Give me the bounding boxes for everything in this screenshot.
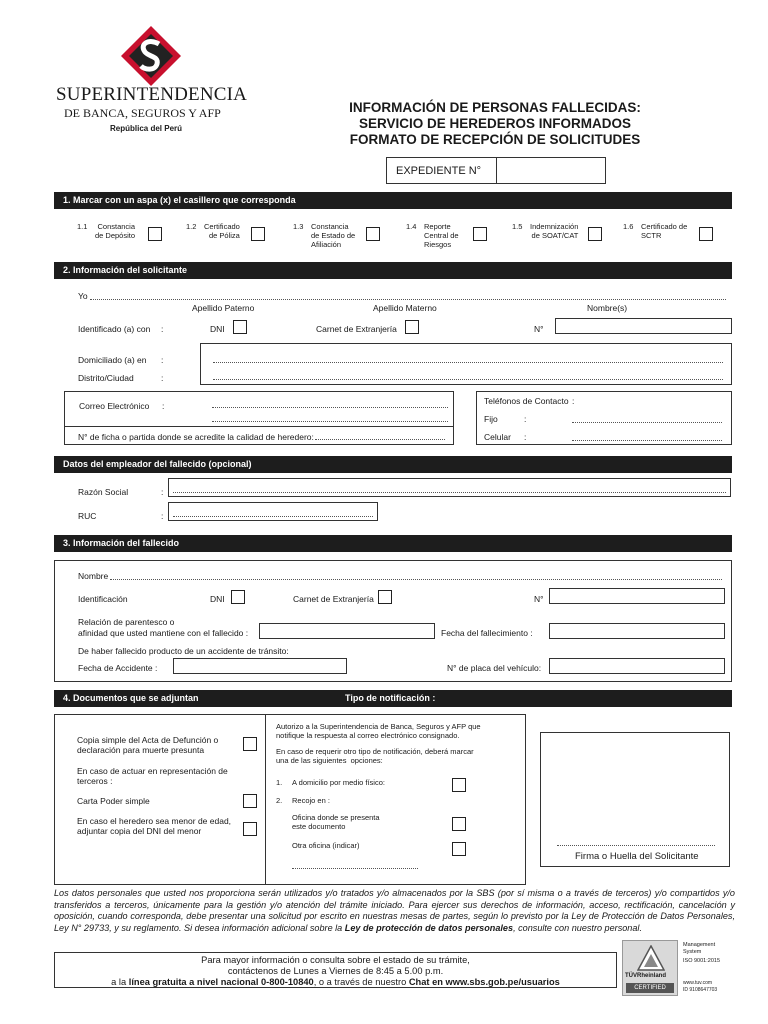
option-2-label: Certificado de Póliza [204, 222, 240, 240]
firma-line [557, 845, 715, 846]
option-1-label: Constancia de Depósito [95, 222, 136, 240]
tuv-badge [622, 940, 678, 996]
tuv-mgmt: Management System [683, 942, 716, 955]
ruc-input[interactable] [168, 502, 378, 521]
privacy-disclaimer [54, 888, 735, 934]
option-2-checkbox[interactable] [251, 227, 265, 241]
opt1-num: 1. [276, 778, 283, 787]
fallecido-numero-input[interactable] [549, 588, 725, 604]
contact-line-2: contáctenos de Lunes a Viernes de 8:45 a 5.00 p.m. [227, 966, 444, 976]
apellido-paterno-label: Apellido Paterno [192, 303, 255, 313]
tuv-url: www.tuv.com [683, 980, 713, 986]
domicilio-fisico-checkbox[interactable] [452, 778, 466, 792]
ruc-dots [173, 516, 373, 517]
dni-label: DNI [210, 324, 225, 334]
title-line-1: INFORMACIÓN DE PERSONAS FALLECIDAS: [349, 100, 641, 115]
domicilio-box [200, 343, 732, 385]
placa-input[interactable] [549, 658, 725, 674]
opt2-label: Recojo en : [292, 796, 330, 805]
option-1-checkbox[interactable] [148, 227, 162, 241]
colon: : [161, 355, 164, 365]
doc-4-label: En caso el heredero sea menor de edad, adjuntar copia del DNI del menor [77, 816, 232, 837]
doc-3-label: Carta Poder simple [77, 796, 150, 806]
fallecido-dni-checkbox[interactable] [231, 590, 245, 604]
title-line-3: FORMATO DE RECEPCIÓN DE SOLICITUDES [349, 132, 641, 147]
notif-title: Tipo de notificación : [345, 693, 436, 703]
fallecido-nombre-input[interactable] [110, 579, 722, 580]
logo-country: República del Perú [110, 124, 183, 133]
dni-label: DNI [210, 594, 225, 604]
colon: : [162, 401, 165, 411]
otra-oficina-input[interactable] [292, 868, 418, 869]
opt1-label: A domicilio por medio físico: [292, 778, 385, 787]
placa-label: N° de placa del vehículo: [447, 663, 542, 673]
telefonos-box [476, 391, 732, 445]
colon: : [524, 432, 527, 442]
option-4-checkbox[interactable] [473, 227, 487, 241]
tuv-certified-label: CERTIFIED [626, 983, 674, 993]
doc-1-label: Copia simple del Acta de Defunción o declaración para muerte presunta [77, 735, 219, 756]
firma-box[interactable] [540, 732, 730, 867]
doc-2-label: En caso de actuar en representación de terceros : [77, 766, 228, 787]
option-2-number: 1.2 [186, 222, 197, 231]
razon-dots [173, 492, 726, 493]
option-5-checkbox[interactable] [588, 227, 602, 241]
oficina-presenta-checkbox[interactable] [452, 817, 466, 831]
logo-name: SUPERINTENDENCIA [56, 84, 248, 105]
option-3-checkbox[interactable] [366, 227, 380, 241]
numero-label: N° [534, 594, 544, 604]
fecha-fallecimiento-input[interactable] [549, 623, 725, 639]
contact-left-box [64, 391, 454, 445]
colon: : [572, 396, 575, 406]
disclaimer-text-a: Los datos personales que usted nos proporciona serán utilizados y/o tratados y/o almacenados por la SBS (por sí misma o a través de terceros) y/o compartidos y/o transferidos a terceros, únicamente para la gestión y/o atención del trámite iniciado. Para ejercer sus derechos de información, acceso, rectificación, cancelación y oposición, cuando corresponda, debe presentar una solicitud por escrito en nuestras mesas de partes, según lo previsto por la Ley de Protección de Datos Personales, Ley N° 29733, y su reglamento. Si desea información adicional sobre la [54, 888, 735, 933]
option-3-label: Constancia de Estado de Afiliación [311, 222, 356, 249]
option-3-number: 1.3 [293, 222, 304, 231]
colon: : [161, 373, 164, 383]
fallecido-carnet-checkbox[interactable] [378, 590, 392, 604]
option-4-label: Reporte Central de Riesgos [424, 222, 459, 249]
distrito-input[interactable] [213, 379, 723, 380]
contact-line-3a: a la [111, 977, 129, 987]
solicitante-dni-checkbox[interactable] [233, 320, 247, 334]
tuv-certification [622, 940, 734, 996]
colon: : [161, 511, 164, 521]
oficina2-label: Otra oficina (indicar) [292, 841, 360, 850]
yo-input[interactable] [90, 299, 726, 300]
doc-1-checkbox[interactable] [243, 737, 257, 751]
section1-header: 1. Marcar con un aspa (x) el casillero que corresponda [54, 192, 732, 209]
section4-header [54, 690, 732, 707]
correo-label: Correo Electrónico [79, 401, 150, 411]
contact-line-1: Para mayor información o consulta sobre el estado de su trámite, [201, 955, 470, 965]
contact-line-3 [55, 977, 616, 988]
autorizo-text: Autorizo a la Superintendencia de Banca, Seguros y AFP que notifique la respuesta al correo electrónico consignado. [276, 722, 481, 740]
nombres-label: Nombre(s) [587, 303, 628, 313]
firma-label: Firma o Huella del Solicitante [575, 851, 699, 862]
expediente-label: EXPEDIENTE N° [396, 165, 482, 177]
option-6-checkbox[interactable] [699, 227, 713, 241]
oficina1-label: Oficina donde se presenta este documento [292, 813, 380, 831]
otra-oficina-checkbox[interactable] [452, 842, 466, 856]
form-title [300, 100, 690, 148]
solicitante-carnet-checkbox[interactable] [405, 320, 419, 334]
doc-3-checkbox[interactable] [243, 794, 257, 808]
celular-input[interactable] [572, 440, 722, 441]
fijo-label: Fijo [484, 414, 498, 424]
nombre-label: Nombre [78, 571, 109, 581]
fecha-accidente-label: Fecha de Accidente : [78, 663, 158, 673]
numero-label: N° [534, 324, 544, 334]
apellido-materno-label: Apellido Materno [373, 303, 437, 313]
opt2-num: 2. [276, 796, 283, 805]
relacion-label-2: afinidad que usted mantiene con el fallecido : [78, 628, 249, 638]
identificado-label: Identificado (a) con [78, 324, 151, 334]
celular-label: Celular [484, 432, 511, 442]
logo-subtitle: DE BANCA, SEGUROS Y AFP [64, 106, 221, 120]
option-1-number: 1.1 [77, 222, 88, 231]
yo-label: Yo [78, 291, 88, 301]
contact-line-3c: , o a través de nuestro [313, 977, 409, 987]
docs-divider [265, 715, 266, 884]
title-line-2: SERVICIO DE HEREDEROS INFORMADOS [358, 116, 632, 131]
distrito-label: Distrito/Ciudad [78, 373, 134, 383]
fijo-input[interactable] [572, 422, 722, 423]
otro-tipo-text: En caso de requerir otro tipo de notificación, deberá marcar una de las siguientes opciones: [276, 747, 474, 765]
section2-header: 2. Información del solicitante [54, 262, 732, 279]
colon: : [161, 324, 164, 334]
option-5-label: Indemnización de SOAT/CAT [530, 222, 579, 240]
solicitante-numero-input[interactable] [555, 318, 732, 334]
domiciliado-label: Domiciliado (a) en [78, 355, 147, 365]
disclaimer-law-bold: Ley de protección de datos personales [344, 922, 514, 933]
expediente-input[interactable] [496, 158, 605, 183]
expediente-box [386, 157, 606, 184]
hotline-link[interactable]: línea gratuita a nivel nacional 0-800-10840 [128, 977, 314, 987]
ficha-row [65, 426, 453, 445]
ruc-label: RUC [78, 511, 97, 521]
tuv-brand: TÜVRheinland [625, 973, 667, 979]
telefonos-label: Teléfonos de Contacto [484, 396, 569, 406]
ficha-input[interactable] [315, 439, 445, 440]
ficha-label: N° de ficha o partida donde se acredite la calidad de heredero: [78, 432, 314, 442]
option-4-number: 1.4 [406, 222, 417, 231]
option-6-number: 1.6 [623, 222, 634, 231]
colon: : [161, 487, 164, 497]
carnet-label: Carnet de Extranjería [316, 324, 397, 334]
domicilio-input[interactable] [213, 362, 723, 363]
relacion-label-1: Relación de parentesco o [78, 617, 175, 627]
carnet-label: Carnet de Extranjería [293, 594, 374, 604]
doc-4-checkbox[interactable] [243, 822, 257, 836]
employer-header: Datos del empleador del fallecido (opcional) [54, 456, 732, 473]
identificacion-label: Identificación [78, 594, 128, 604]
correo-input-1[interactable] [212, 407, 448, 408]
fecha-accidente-input[interactable] [173, 658, 347, 674]
sbs-logo [56, 24, 246, 136]
contact-box [54, 952, 617, 988]
sbs-emblem-icon [119, 24, 183, 88]
colon: : [524, 414, 527, 424]
tuv-triangle-icon [637, 945, 665, 971]
fecha-fallecimiento-label: Fecha del fallecimiento : [441, 628, 533, 638]
section3-header: 3. Información del fallecido [54, 535, 732, 552]
accidente-label: De haber fallecido producto de un accidente de tránsito: [78, 646, 289, 656]
tuv-id: ID 9108647703 [683, 987, 718, 993]
relacion-input[interactable] [259, 623, 435, 639]
disclaimer-text-b: , consulte con nuestro personal. [513, 922, 642, 933]
razon-label: Razón Social [78, 487, 129, 497]
section3-box [54, 560, 732, 682]
tuv-iso: ISO 9001:2015 [683, 958, 721, 964]
section4-title: 4. Documentos que se adjuntan [63, 693, 199, 703]
option-6-label: Certificado de SCTR [641, 222, 688, 240]
razon-input[interactable] [168, 478, 731, 497]
option-5-number: 1.5 [512, 222, 523, 231]
correo-input-2[interactable] [212, 421, 448, 422]
chat-link[interactable]: Chat en www.sbs.gob.pe/usuarios [408, 977, 560, 987]
